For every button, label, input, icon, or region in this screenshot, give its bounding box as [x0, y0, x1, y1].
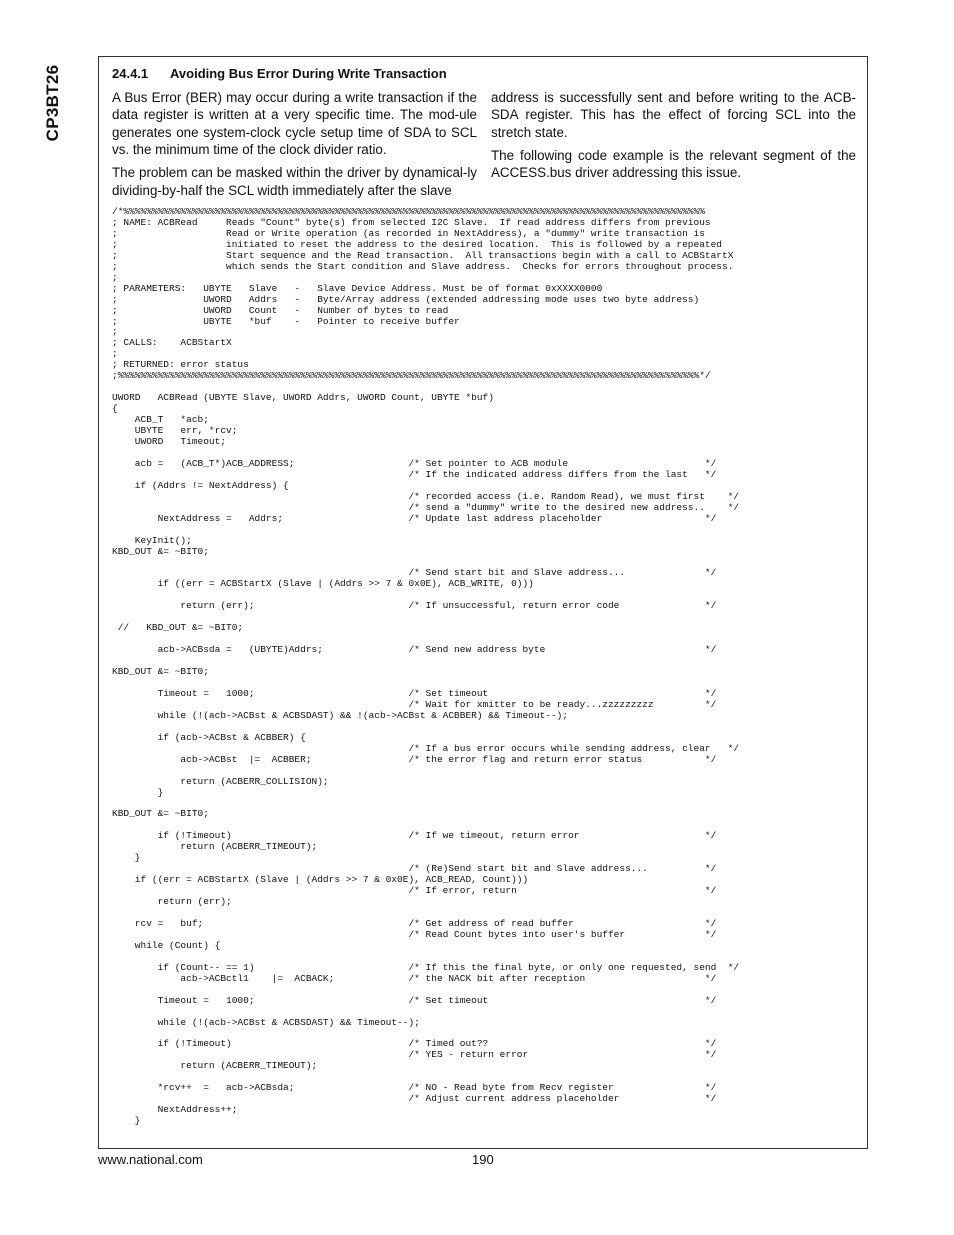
section-title: Avoiding Bus Error During Write Transaction [170, 66, 447, 81]
text-column-right [491, 89, 856, 187]
paragraph-masking-part2: address is successfully sent and before writing to the ACB-SDA register. This has the effect of forcing SCL into the stretch state. [491, 90, 856, 140]
footer-website: www.national.com [98, 1152, 203, 1167]
paragraph-masking-part1: The problem can be masked within the driver by dynamical-ly dividing-by-half the SCL width immediately after the slave [112, 165, 477, 198]
paragraph-bus-error: A Bus Error (BER) may occur during a write transaction if the data register is written at a very specific time. The mod-ule generates one system-clock cycle setup time of SDA to SCL vs. the minimum time of the clock divider ratio. [112, 90, 477, 158]
section-heading [112, 66, 447, 81]
side-title-text: CP3BT26 [43, 64, 62, 142]
paragraph-code-intro: The following code example is the relevant segment of the ACCESS.bus driver addressing this issue. [491, 147, 856, 181]
text-column-left [112, 89, 477, 204]
document-side-title [40, 58, 66, 148]
section-number: 24.4.1 [112, 66, 149, 81]
code-listing: /*%%%%%%%%%%%%%%%%%%%%%%%%%%%%%%%%%%%%%%%%%%%%%%%%%%%%%%%%%%%%%%%%%%%%%%%%%%%%%%%%%%%%%%%%%%%%%%%%%%%%%% ; NAME: ACBRead Reads "Count" byte(s) from selected I2C Slave. If read address differs from previous ; Read or Write operation (as recorded in NextAddress), a "dummy" write transaction is ; initiated to reset the address to the desired location. This is followed by a repeated ; Start sequence and the Read transaction. All transactions begin with a call to ACBStartX ; which sends the Start condition and Slave address. Checks for errors throughout process. ; ; PARAMETERS: UBYTE Slave - Slave Device Address. Must be of format 0xXXXX0000 ; UWORD Addrs - Byte/Array address (extended addressing mode uses two byte address) ; UWORD Count - Number of bytes to read ; UBYTE *buf - Pointer to receive buffer ; ; CALLS: ACBStartX ; ; RETURNED: error status ;%%%%%%%%%%%%%%%%%%%%%%%%%%%%%%%%%%%%%%%%%%%%%%%%%%%%%%%%%%%%%%%%%%%%%%%%%%%%%%%%%%%%%%%%%%%%%%%%%%%%%%*/ UWORD ACBRead (UBYTE Slave, UWORD Addrs, UWORD Count, UBYTE *buf) { ACB_T *acb; UBYTE err, *rcv; UWORD Timeout; acb = (ACB_T*)ACB_ADDRESS; /* Set pointer to ACB module */ /* If the indicated address differs from the last */ if (Addrs != NextAddress) { /* recorded access (i.e. Random Read), we must first */ /* send a "dummy" write to the desired new address.. */ NextAddress = Addrs; /* Update last address placeholder */ KeyInit(); KBD_OUT &= ~BIT0; /* Send start bit and Slave address... */ if ((err = ACBStartX (Slave | (Addrs >> 7 & 0x0E), ACB_WRITE, 0))) return (err); /* If unsuccessful, return error code */ // KBD_OUT &= ~BIT0; acb->ACBsda = (UBYTE)Addrs; /* Send new address byte */ KBD_OUT &= ~BIT0; Timeout = 1000; /* Set timeout */ /* Wait for xmitter to be ready...zzzzzzzzz */ while (!(acb->ACBst & ACBSDAST) && !(acb->ACBst & ACBBER) && Timeout--); if (acb->ACBst & ACBBER) { /* If a bus error occurs while sending address, clear */ acb->ACBst |= ACBBER; /* the error flag and return error status */ return (ACBERR_COLLISION); } KBD_OUT &= ~BIT0; if (!Timeout) /* If we timeout, return error */ return (ACBERR_TIMEOUT); } /* (Re)Send start bit and Slave address... */ if ((err = ACBStartX (Slave | (Addrs >> 7 & 0x0E), ACB_READ, Count))) /* If error, return */ return (err); rcv = buf; /* Get address of read buffer */ /* Read Count bytes into user's buffer */ while (Count) { if (Count-- == 1) /* If this the final byte, or only one requested, send */ acb->ACBctl1 |= ACBACK; /* the NACK bit after reception */ Timeout = 1000; /* Set timeout */ while (!(acb->ACBst & ACBSDAST) && Timeout--); if (!Timeout) /* Timed out?? */ /* YES - return error */ return (ACBERR_TIMEOUT); *rcv++ = acb->ACBsda; /* NO - Read byte from Recv register */ /* Adjust current address placeholder */ NextAddress++; } [112, 206, 740, 1127]
footer-page-number: 190 [472, 1152, 494, 1167]
